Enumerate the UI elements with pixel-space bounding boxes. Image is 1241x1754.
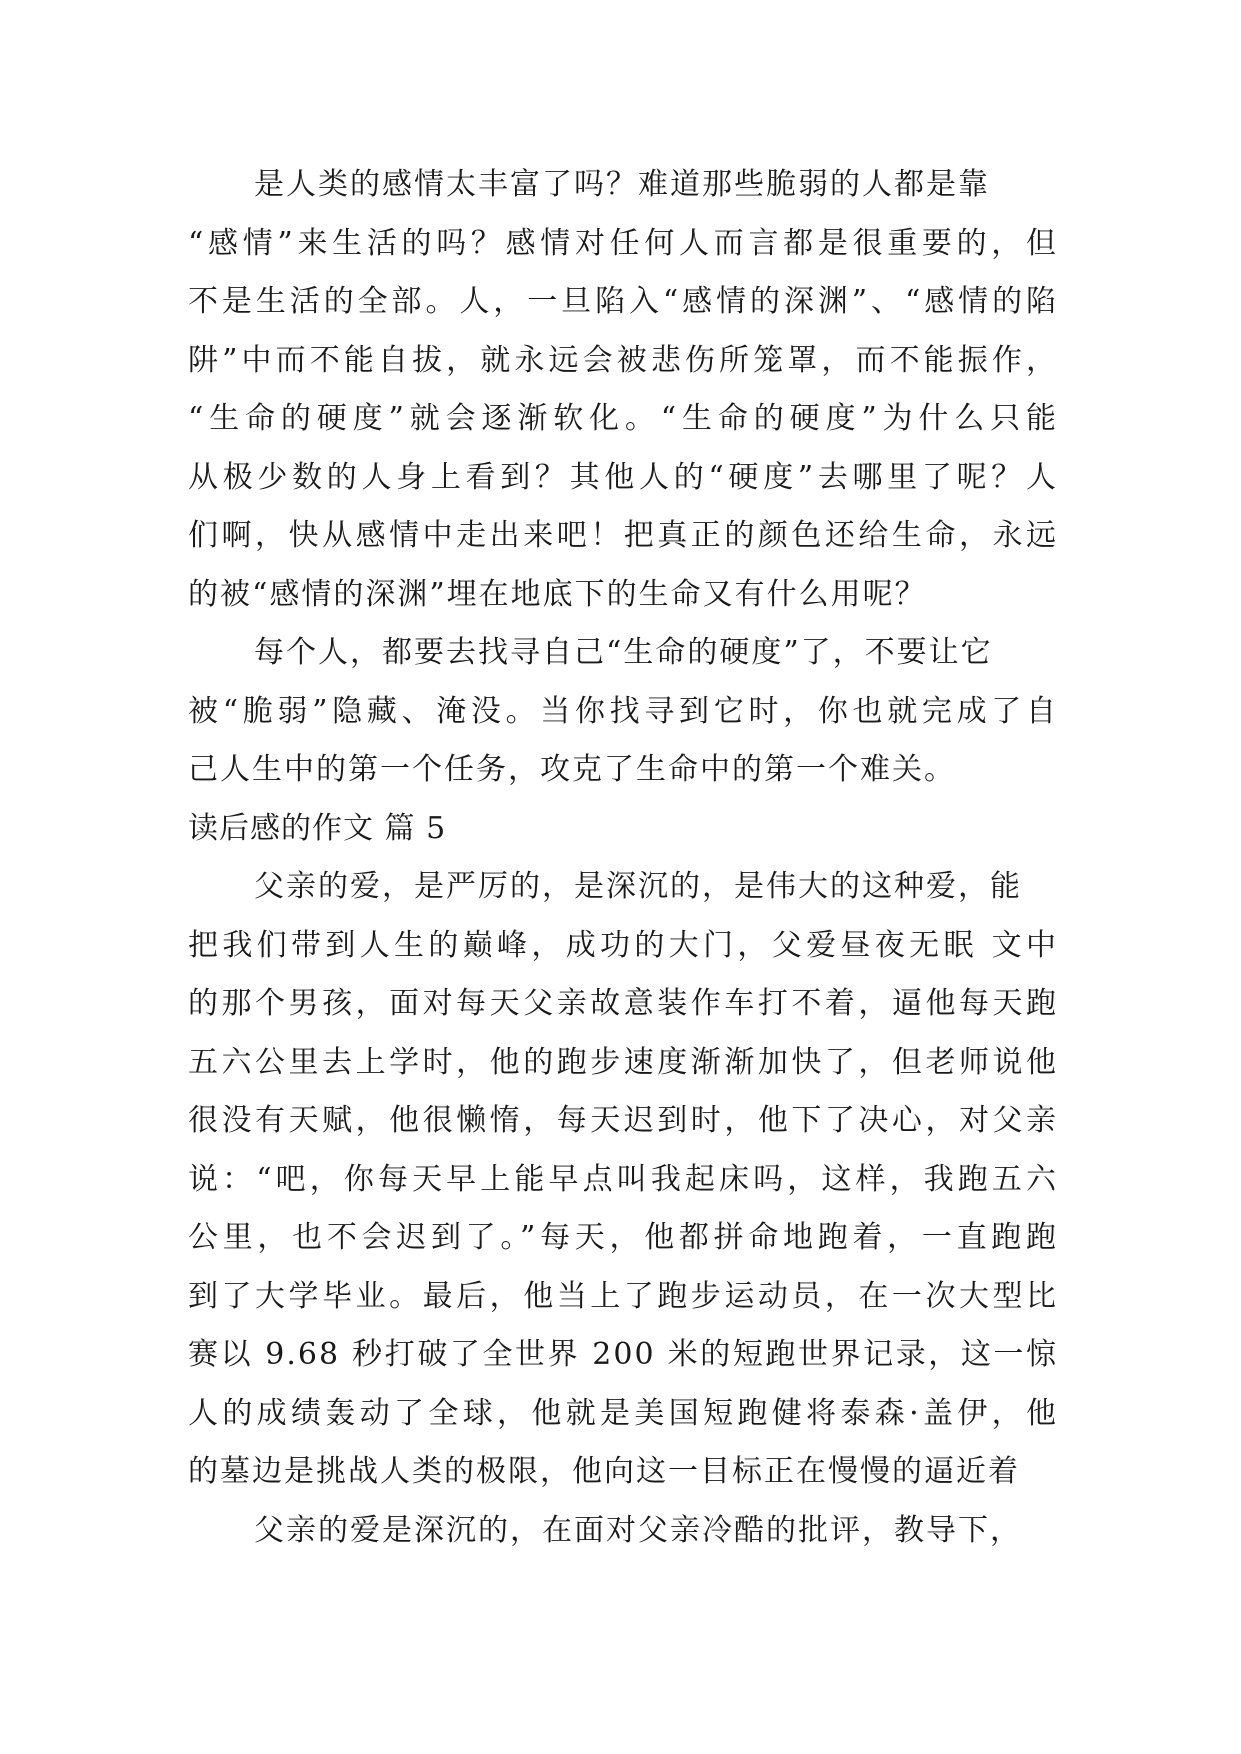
paragraph-2: [188, 624, 1058, 800]
paragraph-line: 的墓边是挑战人类的极限，他向这一目标正在慢慢的逼近着: [188, 1454, 1020, 1489]
paragraph-line: 被“脆弱”隐藏、淹没。当你找寻到它时，你也就完成了自: [188, 693, 1058, 729]
document-body: [188, 156, 1058, 1560]
paragraph-line: 很没有天赋，他很懒惰，每天迟到时，他下了决心，对父亲: [188, 1103, 1058, 1138]
paragraph-line: 赛以 9.68 秒打破了全世界 200 米的短跑世界记录，这一惊: [188, 1337, 1058, 1372]
paragraph-line: 阱”中而不能自拔，就永远会被悲伤所笼罩，而不能振作，: [188, 342, 1058, 378]
paragraph-line: 父亲的爱是深沉的，在面对父亲冷酷的批评，教导下，: [254, 1512, 1022, 1548]
paragraph-line: 从极少数的人身上看到？其他人的“硬度”去哪里了呢？人: [188, 459, 1058, 495]
paragraph-line: “生命的硬度”就会逐渐软化。“生命的硬度”为什么只能: [188, 401, 1058, 436]
paragraph-line: 每个人，都要去找寻自己“生命的硬度”了，不要让它: [254, 635, 993, 670]
paragraph-line: 是人类的感情太丰富了吗？难道那些脆弱的人都是靠: [254, 167, 990, 202]
paragraph-line: 五六公里去上学时，他的跑步速度渐渐加快了，但老师说他: [188, 1044, 1058, 1080]
section-heading: [188, 800, 1058, 859]
paragraph-line: 公里，也不会迟到了。”每天，他都拼命地跑着，一直跑跑: [188, 1220, 1058, 1255]
paragraph-1: [188, 156, 1058, 624]
paragraph-3: [188, 858, 1058, 1502]
paragraph-line: 父亲的爱，是严厉的，是深沉的，是伟大的这种爱，能: [254, 869, 1022, 904]
paragraph-4: [188, 1502, 1058, 1561]
paragraph-line: 到了大学毕业。最后，他当上了跑步运动员，在一次大型比: [188, 1278, 1058, 1314]
paragraph-line: 不是生活的全部。人，一旦陷入“感情的深渊”、“感情的陷: [188, 284, 1058, 319]
paragraph-line: 的被“感情的深渊”埋在地底下的生命又有什么用呢？: [188, 576, 927, 612]
section-title: 读后感的作文 篇 5: [188, 810, 447, 846]
paragraph-line: 说：“吧，你每天早上能早点叫我起床吗，这样，我跑五六: [188, 1161, 1058, 1197]
paragraph-line: “感情”来生活的吗？感情对任何人而言都是很重要的，但: [188, 225, 1058, 261]
paragraph-line: 人的成绩轰动了全球，他就是美国短跑健将泰森·盖伊，他: [188, 1395, 1058, 1431]
paragraph-line: 己人生中的第一个任务，攻克了生命中的第一个难关。: [188, 752, 956, 787]
paragraph-line: 把我们带到人生的巅峰，成功的大门，父爱昼夜无眠 文中: [188, 927, 1058, 963]
paragraph-line: 们啊，快从感情中走出来吧！把真正的颜色还给生命，永远: [188, 518, 1058, 553]
paragraph-line: 的那个男孩，面对每天父亲故意装作车打不着，逼他每天跑: [188, 986, 1058, 1021]
